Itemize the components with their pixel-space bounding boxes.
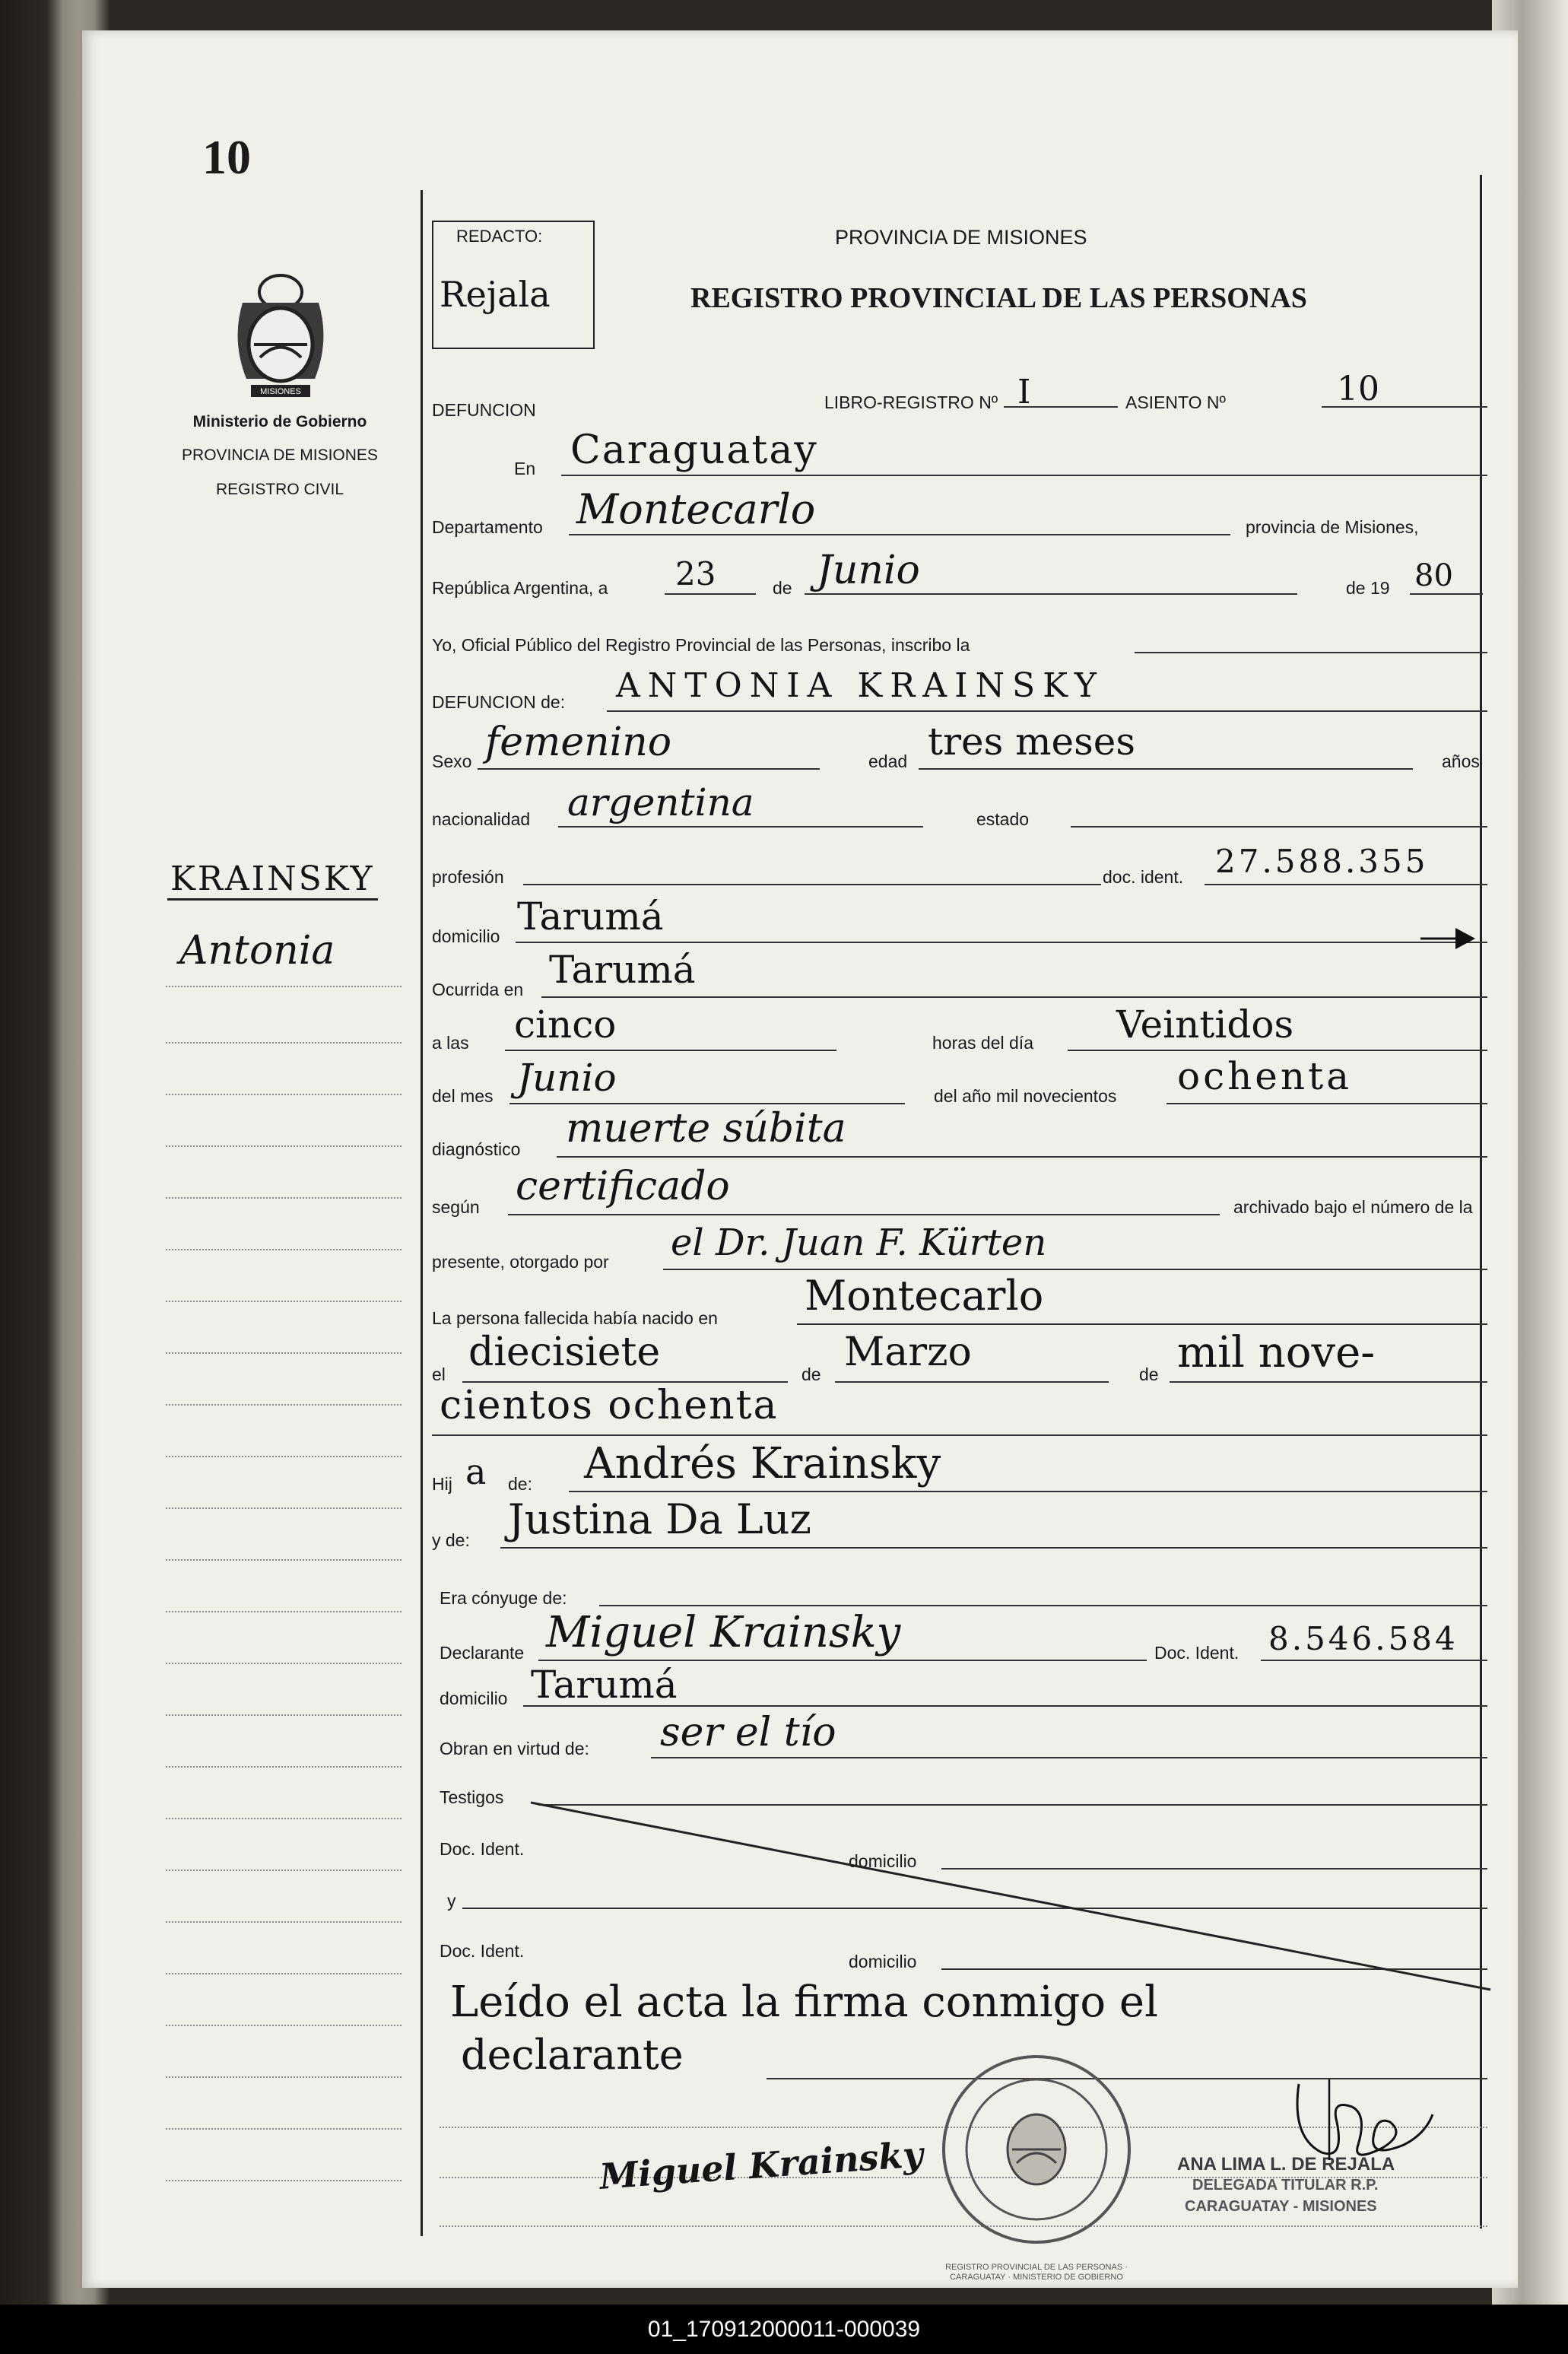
a-las-value: cinco (514, 1002, 617, 1047)
ministry-line-3: REGISTRO CIVIL (215, 481, 344, 498)
el-label: el (432, 1364, 446, 1384)
decl-doc-label: Doc. Ident. (1154, 1643, 1239, 1663)
difunto-value: ANTONIA KRAINSKY (616, 666, 1104, 705)
doc-ident-value: 27.588.355 (1215, 843, 1429, 880)
y-de-label: y de: (432, 1530, 470, 1550)
sexo-label: Sexo (432, 751, 472, 771)
decl-doc-value: 8.546.584 (1268, 1620, 1458, 1657)
nac-anio-value: mil nove- (1177, 1328, 1376, 1377)
nac-de2-label: de (1139, 1364, 1159, 1384)
nac-mes-value: Marzo (844, 1329, 972, 1375)
official-seal-icon (938, 2051, 1135, 2252)
nac-anio-cont-value: cientos ochenta (440, 1383, 779, 1428)
del-mes-label: del mes (432, 1086, 494, 1106)
departamento-value: Montecarlo (576, 485, 816, 533)
margin-surname: KRAINSKY (167, 859, 378, 901)
diagnostico-value: muerte súbita (566, 1106, 846, 1152)
anio-value: ochenta (1177, 1054, 1353, 1098)
closing-line-2: declarante (461, 2031, 684, 2079)
obran-label: Obran en virtud de: (440, 1739, 589, 1758)
obran-value: ser el tío (660, 1710, 836, 1755)
province-emblem-icon (224, 272, 338, 421)
madre-value: Justina Da Luz (508, 1495, 811, 1543)
declarant-signature: Miguel Krainsky (598, 2133, 925, 2197)
official-stamp-name: ANA LIMA L. DE REJALA (1177, 2154, 1395, 2175)
official-signature-icon (1276, 2069, 1451, 2179)
profesion-label: profesión (432, 867, 504, 887)
anos-label: años (1442, 751, 1480, 771)
republica-de-label: de (773, 578, 792, 598)
a-las-label: a las (432, 1033, 469, 1053)
nacionalidad-label: nacionalidad (432, 809, 531, 829)
conyuge-label: Era cónyuge de: (440, 1588, 567, 1608)
t-doc-label: Doc. Ident. (440, 1839, 525, 1859)
hij-suffix-value: a (465, 1451, 487, 1492)
redacto-value: Rejala (440, 274, 551, 315)
hij-label: Hij (432, 1474, 452, 1494)
t-y-label: y (447, 1891, 456, 1911)
oficial-text: Yo, Oficial Público del Registro Provincial de las Personas, inscribo la (432, 635, 970, 655)
presente-label: presente, otorgado por (432, 1252, 609, 1272)
estado-label: estado (976, 809, 1030, 829)
seal-text: REGISTRO PROVINCIAL DE LAS PERSONAS · CARAGUATAY · MINISTERIO DE GOBIERNO (945, 2263, 1128, 2282)
t2-domicilio-label: domicilio (849, 1952, 917, 1971)
anio-label: del año mil novecientos (934, 1086, 1117, 1106)
nacido-label: La persona fallecida había nacido en (432, 1308, 718, 1328)
asiento-value: 10 (1337, 370, 1379, 408)
padre-value: Andrés Krainsky (584, 1439, 941, 1488)
republica-label: República Argentina, a (432, 578, 608, 598)
diagnostico-label: diagnóstico (432, 1139, 521, 1159)
official-stamp-line-2: DELEGADA TITULAR R.P. (1192, 2177, 1379, 2194)
footer-caption: 01_170912000011-000039 (0, 2305, 1568, 2354)
page-number: 10 (202, 130, 251, 184)
en-value: Caraguatay (570, 427, 818, 473)
ocurrida-value: Tarumá (549, 948, 696, 992)
segun-label: según (432, 1197, 480, 1217)
del-mes-value: Junio (517, 1056, 617, 1100)
nacionalidad-value: argentina (567, 780, 754, 824)
declarante-label: Declarante (440, 1643, 525, 1663)
defuncion-de-label: DEFUNCION de: (432, 692, 566, 712)
official-stamp-line-3: CARAGUATAY - MISIONES (1185, 2198, 1377, 2215)
ocurrida-label: Ocurrida en (432, 980, 524, 999)
hij-de-label: de: (508, 1474, 532, 1494)
left-margin-rule (421, 190, 423, 2236)
edad-label: edad (868, 751, 908, 771)
ministry-line-2: PROVINCIA DE MISIONES (182, 446, 378, 464)
nac-dia-value: diecisiete (468, 1329, 661, 1375)
closing-line-1: Leído el acta la firma conmigo el (450, 1978, 1158, 2027)
en-label: En (514, 459, 536, 478)
horas-label: horas del día (932, 1033, 1033, 1053)
redacto-label: REDACTO: (456, 227, 543, 246)
edad-value: tres meses (928, 720, 1136, 764)
ministry-line-1: Ministerio de Gobierno (192, 413, 367, 430)
margin-given-name: Antonia (179, 928, 335, 974)
decl-domicilio-value: Tarumá (531, 1663, 678, 1707)
defuncion-label: DEFUNCION (432, 400, 536, 420)
domicilio-label: domicilio (432, 926, 500, 946)
t2-doc-label: Doc. Ident. (440, 1941, 525, 1961)
province-heading: PROVINCIA DE MISIONES (835, 226, 1087, 249)
de-year-label: de 19 (1346, 578, 1390, 598)
dia-value: 23 (675, 555, 716, 592)
segun-value: certificado (516, 1164, 730, 1209)
mes-value: Junio (817, 548, 920, 593)
registry-page (82, 30, 1518, 2288)
declarante-value: Miguel Krainsky (546, 1608, 901, 1657)
doc-ident-label: doc. ident. (1103, 867, 1184, 887)
provincia-suffix: provincia de Misiones, (1246, 517, 1419, 537)
archivado-label: archivado bajo el número de la (1233, 1197, 1473, 1217)
domicilio-value: Tarumá (517, 894, 664, 939)
testigos-label: Testigos (440, 1787, 504, 1807)
svg-text:MISIONES: MISIONES (260, 387, 301, 396)
decl-domicilio-label: domicilio (440, 1688, 508, 1708)
dia-texto-value: Veintidos (1116, 1002, 1294, 1047)
asiento-label: ASIENTO Nº (1125, 392, 1226, 412)
nacido-value: Montecarlo (805, 1272, 1044, 1320)
sexo-value: femenino (485, 720, 672, 765)
presente-value: el Dr. Juan F. Kürten (671, 1221, 1047, 1264)
t-domicilio-label: domicilio (849, 1851, 917, 1871)
libro-value: I (1017, 373, 1031, 411)
arrow-icon (1420, 922, 1481, 956)
libro-label: LIBRO-REGISTRO Nº (824, 392, 998, 412)
departamento-label: Departamento (432, 517, 543, 537)
nac-de-label: de (801, 1364, 821, 1384)
registry-title: REGISTRO PROVINCIAL DE LAS PERSONAS (690, 282, 1307, 314)
year-value: 80 (1414, 558, 1453, 593)
